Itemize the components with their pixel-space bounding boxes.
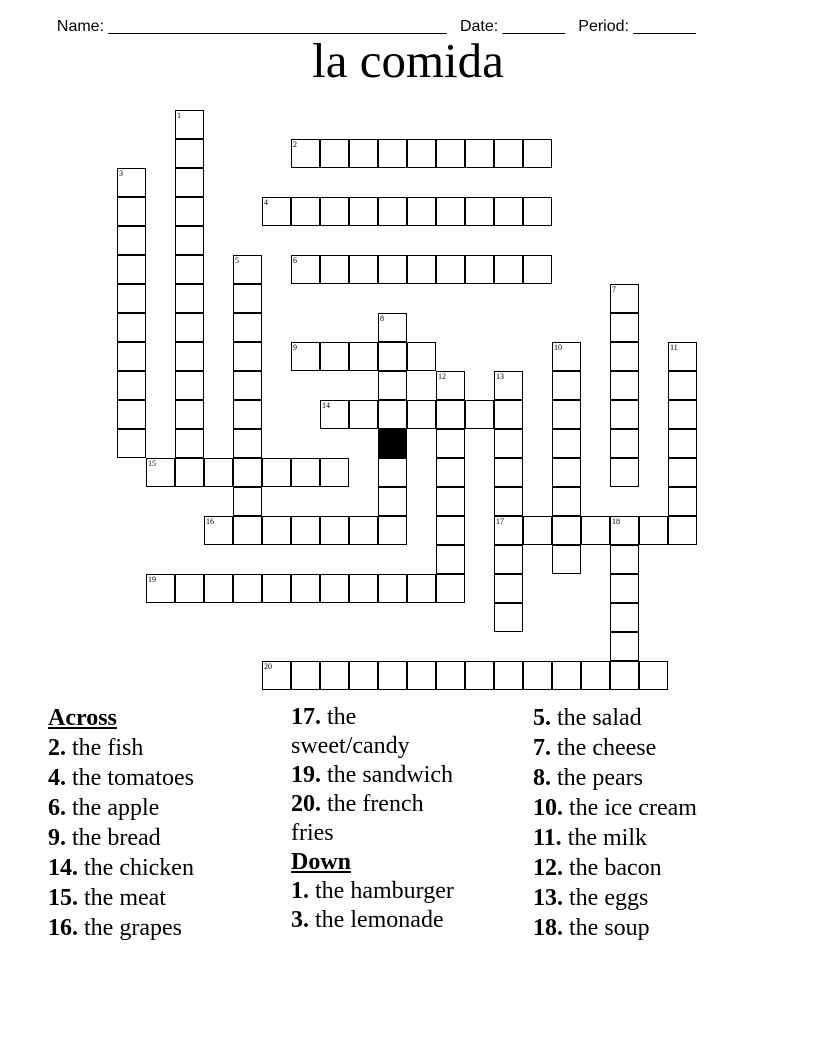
crossword-cell[interactable] xyxy=(552,516,581,545)
clue-across-9: 9. the bread xyxy=(48,825,161,851)
crossword-cell[interactable] xyxy=(175,400,204,429)
crossword-cell[interactable] xyxy=(465,139,494,168)
clue-number-label: 15 xyxy=(148,459,156,468)
clue-number-label: 18 xyxy=(612,517,620,526)
crossword-cell[interactable] xyxy=(320,197,349,226)
crossword-cell[interactable] xyxy=(552,400,581,429)
crossword-cell[interactable] xyxy=(668,487,697,516)
crossword-cell[interactable] xyxy=(552,487,581,516)
crossword-cell[interactable] xyxy=(349,574,378,603)
crossword-cell[interactable] xyxy=(291,574,320,603)
crossword-cell[interactable] xyxy=(233,429,262,458)
crossword-cell[interactable] xyxy=(552,545,581,574)
crossword-cell[interactable] xyxy=(233,284,262,313)
crossword-cell[interactable] xyxy=(494,429,523,458)
clue-number-label: 3 xyxy=(119,169,123,178)
crossword-cell[interactable] xyxy=(494,139,523,168)
crossword-cell[interactable] xyxy=(639,661,668,690)
clue-number-label: 9 xyxy=(293,343,297,352)
clue-across-2: 2. the fish xyxy=(48,735,144,761)
crossword-cell[interactable] xyxy=(494,255,523,284)
crossword-cell[interactable] xyxy=(494,197,523,226)
clue-down-1: 1. the hamburger xyxy=(291,878,454,904)
page-title: la comida xyxy=(312,33,504,88)
crossword-cell[interactable] xyxy=(436,371,465,400)
crossword-cell[interactable] xyxy=(494,545,523,574)
crossword-cell[interactable] xyxy=(146,458,175,487)
clue-down-13: 13. the eggs xyxy=(533,885,649,911)
crossword-cell[interactable] xyxy=(610,313,639,342)
crossword-cell[interactable] xyxy=(378,139,407,168)
crossword-cell[interactable] xyxy=(668,458,697,487)
crossword-cell[interactable] xyxy=(320,661,349,690)
crossword-cell[interactable] xyxy=(407,342,436,371)
clue-number-label: 2 xyxy=(293,140,297,149)
clue-down-7: 7. the cheese xyxy=(533,735,657,761)
crossword-cell[interactable] xyxy=(436,661,465,690)
clue-down-18: 18. the soup xyxy=(533,915,650,941)
crossword-cell[interactable] xyxy=(233,255,262,284)
crossword-cell[interactable] xyxy=(523,197,552,226)
crossword-cell[interactable] xyxy=(175,168,204,197)
name-field-label[interactable]: Name: ______________________________________ xyxy=(56,18,447,35)
clue-number-label: 6 xyxy=(293,256,297,265)
crossword-cell[interactable] xyxy=(610,429,639,458)
crossword-cell[interactable] xyxy=(610,371,639,400)
crossword-cell[interactable] xyxy=(117,371,146,400)
crossword-cell[interactable] xyxy=(494,661,523,690)
crossword-cell[interactable] xyxy=(117,226,146,255)
clues-column-2 xyxy=(291,703,454,935)
crossword-cell[interactable] xyxy=(494,574,523,603)
crossword-cell[interactable] xyxy=(233,574,262,603)
crossword-black-cell xyxy=(378,429,407,458)
crossword-cell[interactable] xyxy=(494,603,523,632)
crossword-cell[interactable] xyxy=(349,661,378,690)
crossword-cell[interactable] xyxy=(407,197,436,226)
crossword-cell[interactable] xyxy=(262,458,291,487)
crossword-cell[interactable] xyxy=(233,342,262,371)
crossword-cell[interactable] xyxy=(610,603,639,632)
crossword-cell[interactable] xyxy=(465,255,494,284)
crossword-cell[interactable] xyxy=(436,487,465,516)
crossword-cell[interactable] xyxy=(291,661,320,690)
crossword-cell[interactable] xyxy=(204,574,233,603)
clue-number-label: 7 xyxy=(612,285,616,294)
crossword-cell[interactable] xyxy=(291,255,320,284)
crossword-cell[interactable] xyxy=(552,342,581,371)
crossword-cell[interactable] xyxy=(291,342,320,371)
crossword-cell[interactable] xyxy=(581,516,610,545)
crossword-cell[interactable] xyxy=(175,110,204,139)
crossword-cell[interactable] xyxy=(175,139,204,168)
crossword-cell[interactable] xyxy=(552,458,581,487)
clue-across-19: 19. the sandwich xyxy=(291,762,453,788)
crossword-cell[interactable] xyxy=(378,313,407,342)
clue-across-6: 6. the apple xyxy=(48,795,160,821)
crossword-cell[interactable] xyxy=(407,574,436,603)
crossword-cell[interactable] xyxy=(233,487,262,516)
crossword-cell[interactable] xyxy=(233,371,262,400)
crossword-cell[interactable] xyxy=(494,400,523,429)
crossword-cell[interactable] xyxy=(262,574,291,603)
clues-column-3 xyxy=(533,703,697,943)
crossword-cell[interactable] xyxy=(349,197,378,226)
clue-number-label: 20 xyxy=(264,662,272,671)
crossword-cell[interactable] xyxy=(436,516,465,545)
crossword-cell[interactable] xyxy=(436,197,465,226)
crossword-cell[interactable] xyxy=(436,458,465,487)
crossword-cell[interactable] xyxy=(639,516,668,545)
clue-across-15: 15. the meat xyxy=(48,885,166,911)
crossword-cell[interactable] xyxy=(117,168,146,197)
crossword-cell[interactable] xyxy=(668,516,697,545)
crossword-cell[interactable] xyxy=(117,342,146,371)
crossword-cell[interactable] xyxy=(262,516,291,545)
clue-across-14: 14. the chicken xyxy=(48,855,194,881)
crossword-cell[interactable] xyxy=(204,458,233,487)
crossword-cell[interactable] xyxy=(262,661,291,690)
clue-across-4: 4. the tomatoes xyxy=(48,765,194,791)
crossword-cell[interactable] xyxy=(378,342,407,371)
crossword-cell[interactable] xyxy=(378,400,407,429)
crossword-cell[interactable] xyxy=(378,574,407,603)
crossword-cell[interactable] xyxy=(320,400,349,429)
crossword-cell[interactable] xyxy=(175,284,204,313)
crossword-cell[interactable] xyxy=(668,429,697,458)
crossword-cell[interactable] xyxy=(175,342,204,371)
crossword-cell[interactable] xyxy=(465,661,494,690)
crossword-cell[interactable] xyxy=(407,661,436,690)
crossword-cell[interactable] xyxy=(610,516,639,545)
crossword-cell[interactable] xyxy=(610,458,639,487)
clue-across-20-cont: fries xyxy=(291,820,334,846)
crossword-cell[interactable] xyxy=(291,139,320,168)
clue-number-label: 14 xyxy=(322,401,330,410)
clues-column-1 xyxy=(48,703,194,943)
crossword-cell[interactable] xyxy=(465,197,494,226)
crossword-cell[interactable] xyxy=(668,400,697,429)
crossword-cell[interactable] xyxy=(320,516,349,545)
crossword-cell[interactable] xyxy=(233,313,262,342)
crossword-cell[interactable] xyxy=(117,429,146,458)
crossword-cell[interactable] xyxy=(523,516,552,545)
crossword-cell[interactable] xyxy=(349,400,378,429)
crossword-cell[interactable] xyxy=(378,371,407,400)
crossword-cell[interactable] xyxy=(494,458,523,487)
clue-down-8: 8. the pears xyxy=(533,765,643,791)
crossword-cell[interactable] xyxy=(117,313,146,342)
crossword-cell[interactable] xyxy=(610,661,639,690)
clue-down-3: 3. the lemonade xyxy=(291,907,444,933)
clue-down-12: 12. the bacon xyxy=(533,855,662,881)
crossword-cell[interactable] xyxy=(320,255,349,284)
crossword-cell[interactable] xyxy=(378,197,407,226)
clue-down-11: 11. the milk xyxy=(533,825,648,851)
clue-number-label: 13 xyxy=(496,372,504,381)
crossword-cell[interactable] xyxy=(117,197,146,226)
clue-number-label: 5 xyxy=(235,256,239,265)
crossword-cell[interactable] xyxy=(320,139,349,168)
clue-down-10: 10. the ice cream xyxy=(533,795,697,821)
crossword-cell[interactable] xyxy=(610,342,639,371)
crossword-cell[interactable] xyxy=(668,342,697,371)
crossword-cell[interactable] xyxy=(378,661,407,690)
crossword-cell[interactable] xyxy=(610,545,639,574)
clue-number-label: 10 xyxy=(554,343,562,352)
clue-number-label: 8 xyxy=(380,314,384,323)
crossword-cell[interactable] xyxy=(552,429,581,458)
crossword-cell[interactable] xyxy=(175,458,204,487)
crossword-cell[interactable] xyxy=(349,139,378,168)
clue-number-label: 4 xyxy=(264,198,268,207)
crossword-cell[interactable] xyxy=(349,342,378,371)
crossword-cell[interactable] xyxy=(378,516,407,545)
crossword-cell[interactable] xyxy=(117,284,146,313)
crossword-cell[interactable] xyxy=(378,255,407,284)
crossword-cell[interactable] xyxy=(436,574,465,603)
clue-number-label: 12 xyxy=(438,372,446,381)
crossword-cell[interactable] xyxy=(233,516,262,545)
crossword-cell[interactable] xyxy=(436,545,465,574)
crossword-cell[interactable] xyxy=(320,574,349,603)
down-heading: Down xyxy=(291,849,352,875)
crossword-cell[interactable] xyxy=(407,255,436,284)
crossword-cell[interactable] xyxy=(146,574,175,603)
crossword-cell[interactable] xyxy=(349,516,378,545)
crossword-cell[interactable] xyxy=(610,400,639,429)
crossword-cell[interactable] xyxy=(668,371,697,400)
crossword-cell[interactable] xyxy=(436,429,465,458)
crossword-cell[interactable] xyxy=(378,458,407,487)
crossword-cell[interactable] xyxy=(494,371,523,400)
crossword-cell[interactable] xyxy=(610,574,639,603)
crossword-cell[interactable] xyxy=(175,197,204,226)
clue-number-label: 17 xyxy=(496,517,504,526)
crossword-cell[interactable] xyxy=(436,400,465,429)
crossword-cell[interactable] xyxy=(523,661,552,690)
crossword-cell[interactable] xyxy=(523,139,552,168)
crossword-cell[interactable] xyxy=(262,197,291,226)
crossword-cell[interactable] xyxy=(494,516,523,545)
crossword-cell[interactable] xyxy=(552,661,581,690)
crossword-cell[interactable] xyxy=(378,487,407,516)
crossword-cell[interactable] xyxy=(291,458,320,487)
clue-number-label: 1 xyxy=(177,111,181,120)
crossword-cell[interactable] xyxy=(610,284,639,313)
clue-across-17-cont: sweet/candy xyxy=(291,733,410,759)
crossword-cell[interactable] xyxy=(407,400,436,429)
crossword-cell[interactable] xyxy=(204,516,233,545)
clue-across-17: 17. the xyxy=(291,704,357,730)
clue-across-20: 20. the french xyxy=(291,791,424,817)
crossword-cell[interactable] xyxy=(610,632,639,661)
crossword-cell[interactable] xyxy=(291,516,320,545)
clue-across-16: 16. the grapes xyxy=(48,915,182,941)
crossword-cell[interactable] xyxy=(436,139,465,168)
crossword-cell[interactable] xyxy=(349,255,378,284)
crossword-cell[interactable] xyxy=(581,661,610,690)
crossword-cell[interactable] xyxy=(233,400,262,429)
clue-number-label: 19 xyxy=(148,575,156,584)
date-field-label[interactable]: Date: _______ xyxy=(459,18,565,35)
crossword-cell[interactable] xyxy=(175,226,204,255)
crossword-cell[interactable] xyxy=(117,255,146,284)
crossword-cell[interactable] xyxy=(552,371,581,400)
crossword-cell[interactable] xyxy=(175,371,204,400)
crossword-cell[interactable] xyxy=(175,429,204,458)
crossword-cell[interactable] xyxy=(436,255,465,284)
crossword-cell[interactable] xyxy=(465,400,494,429)
crossword-cell[interactable] xyxy=(233,458,262,487)
crossword-cell[interactable] xyxy=(523,255,552,284)
clue-number-label: 11 xyxy=(670,343,678,352)
crossword-cell[interactable] xyxy=(407,139,436,168)
crossword-cell[interactable] xyxy=(175,313,204,342)
clue-down-5: 5. the salad xyxy=(533,705,642,731)
crossword-cell[interactable] xyxy=(175,255,204,284)
period-field-label[interactable]: Period: _______ xyxy=(578,18,696,35)
crossword-cell[interactable] xyxy=(494,487,523,516)
across-heading: Across xyxy=(48,705,117,731)
crossword-cell[interactable] xyxy=(291,197,320,226)
crossword-cell[interactable] xyxy=(320,458,349,487)
crossword-cell[interactable] xyxy=(175,574,204,603)
crossword-cell[interactable] xyxy=(117,400,146,429)
clue-number-label: 16 xyxy=(206,517,214,526)
crossword-cell[interactable] xyxy=(320,342,349,371)
